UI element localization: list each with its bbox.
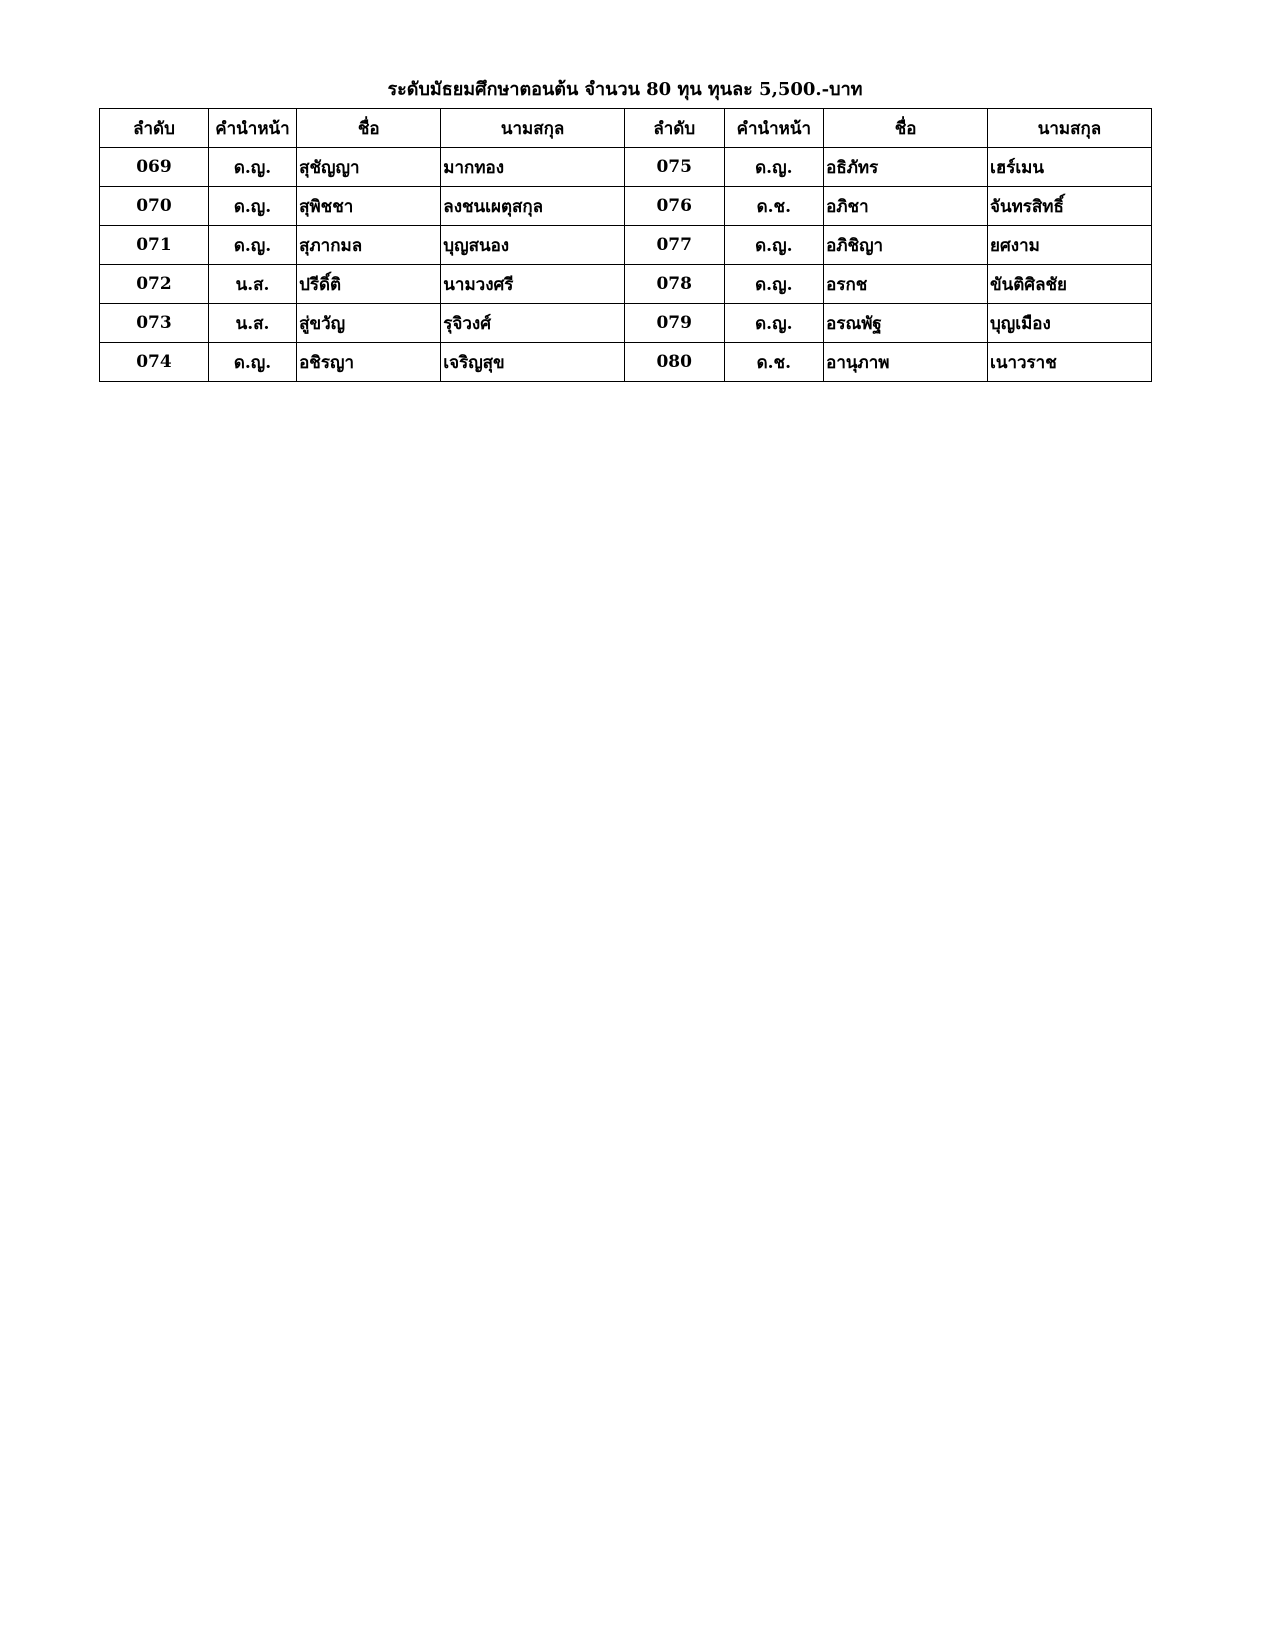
surname-cell: เนาวราช xyxy=(988,343,1152,382)
table-row xyxy=(100,343,1152,382)
header-surname-2: นามสกุล xyxy=(988,109,1152,148)
firstname-cell: อานุภาพ xyxy=(824,343,988,382)
firstname-cell: อภิชา xyxy=(824,187,988,226)
table-row xyxy=(100,226,1152,265)
prefix-cell: ด.ญ. xyxy=(724,226,824,265)
table-row xyxy=(100,265,1152,304)
header-prefix-2: คำนำหน้า xyxy=(724,109,824,148)
prefix-cell: ด.ญ. xyxy=(208,148,296,187)
prefix-cell: ด.ญ. xyxy=(724,304,824,343)
table-header-row xyxy=(100,109,1152,148)
prefix-cell: ด.ญ. xyxy=(724,265,824,304)
surname-cell: บุญสนอง xyxy=(441,226,625,265)
order-cell: 079 xyxy=(624,304,724,343)
header-firstname-1: ชื่อ xyxy=(297,109,441,148)
prefix-cell: ด.ช. xyxy=(724,187,824,226)
surname-cell: รุจิวงศ์ xyxy=(441,304,625,343)
order-cell: 072 xyxy=(100,265,209,304)
prefix-cell: ด.ญ. xyxy=(724,148,824,187)
surname-cell: ขันติศิลชัย xyxy=(988,265,1152,304)
firstname-cell: ปรีดิ์ติ xyxy=(297,265,441,304)
order-cell: 076 xyxy=(624,187,724,226)
order-cell: 069 xyxy=(100,148,209,187)
order-cell: 070 xyxy=(100,187,209,226)
firstname-cell: สุชัญญา xyxy=(297,148,441,187)
surname-cell: มากทอง xyxy=(441,148,625,187)
table-row xyxy=(100,148,1152,187)
header-firstname-2: ชื่อ xyxy=(824,109,988,148)
surname-cell: บุญเมือง xyxy=(988,304,1152,343)
prefix-cell: น.ส. xyxy=(208,304,296,343)
table-row xyxy=(100,304,1152,343)
order-cell: 077 xyxy=(624,226,724,265)
surname-cell: นามวงศรี xyxy=(441,265,625,304)
prefix-cell: ด.ช. xyxy=(724,343,824,382)
firstname-cell: อรณพัฐ xyxy=(824,304,988,343)
prefix-cell: ด.ญ. xyxy=(208,343,296,382)
prefix-cell: น.ส. xyxy=(208,265,296,304)
order-cell: 080 xyxy=(624,343,724,382)
firstname-cell: อชิรญา xyxy=(297,343,441,382)
header-order-1: ลำดับ xyxy=(100,109,209,148)
surname-cell: ยศงาม xyxy=(988,226,1152,265)
scholarship-table xyxy=(99,108,1152,382)
table-row xyxy=(100,187,1152,226)
firstname-cell: อภิชิญา xyxy=(824,226,988,265)
order-cell: 071 xyxy=(100,226,209,265)
prefix-cell: ด.ญ. xyxy=(208,226,296,265)
header-prefix-1: คำนำหน้า xyxy=(208,109,296,148)
prefix-cell: ด.ญ. xyxy=(208,187,296,226)
order-cell: 075 xyxy=(624,148,724,187)
firstname-cell: สุภากมล xyxy=(297,226,441,265)
order-cell: 074 xyxy=(100,343,209,382)
firstname-cell: อธิภัทร xyxy=(824,148,988,187)
firstname-cell: สุพิชชา xyxy=(297,187,441,226)
surname-cell: จันทรสิทธิ์ xyxy=(988,187,1152,226)
order-cell: 078 xyxy=(624,265,724,304)
firstname-cell: อรกช xyxy=(824,265,988,304)
surname-cell: เจริญสุข xyxy=(441,343,625,382)
document-title: ระดับมัธยมศึกษาตอนต้น จำนวน 80 ทุน ทุนละ 5,500.-บาท xyxy=(387,79,863,100)
firstname-cell: สู่ขวัญ xyxy=(297,304,441,343)
header-surname-1: นามสกุล xyxy=(441,109,625,148)
order-cell: 073 xyxy=(100,304,209,343)
surname-cell: เฮร์เมน xyxy=(988,148,1152,187)
header-order-2: ลำดับ xyxy=(624,109,724,148)
surname-cell: ลงชนเผตุสกุล xyxy=(441,187,625,226)
